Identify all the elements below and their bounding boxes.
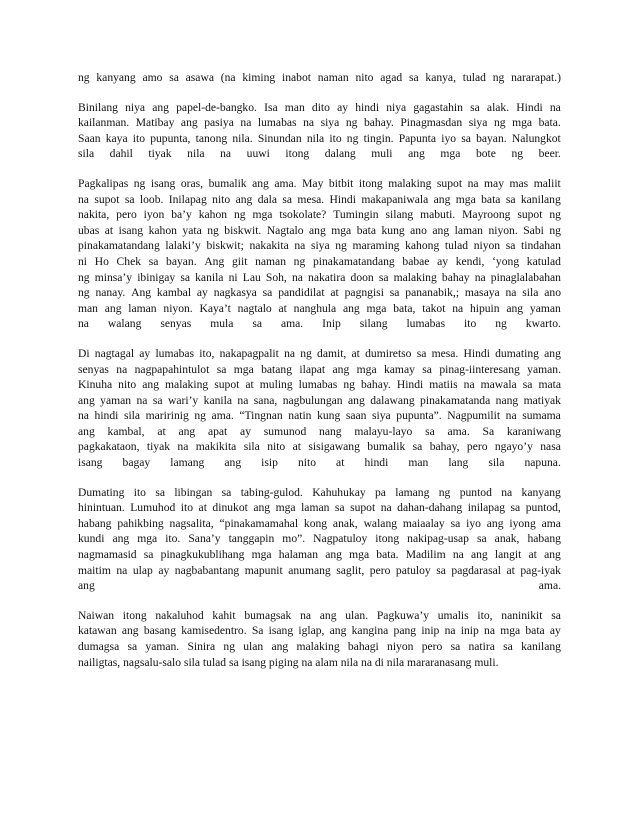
text-line: maitim na ulap ay nagbabantang mapunit anumang saglit, pero patuloy sa pagdarasal at pag-iyak [78,563,561,577]
paragraph [78,100,561,162]
text-line: nagmamasid sa pinagkukublihang mga halaman ang mga bata. Madilim na ang langit at ang [78,548,561,562]
text-line: ang yaman na sa wari’y kanila na sana, nagbulungan ang dalawang pinakamatanda nang matiyak [78,393,561,407]
text-line: pagkakataon, tiyak na makikita sila nito at sisigawang bumalik sa bahay, pero ngayo’y nasa [78,440,561,454]
text-line: dumagsa sa yaman. Sinira ng ulan ang malaking bahagi niyon pero sa natira sa kanilang [78,640,561,653]
text-line: na hindi sila maririnig ng ama. “Tingnan natin kung saan siya pupunta”. Nagpumilit na sumama [78,409,561,423]
paragraph [78,346,561,471]
paragraph [78,608,561,670]
paragraph [78,70,561,86]
text-line: Kinuha nito ang malaking supot at muling lumabas ng bahay. Hindi matiis na mawala sa mata [78,378,561,392]
text-line: senyas na nagpapahintulot sa mga batang ilapat ang mga kamay sa pinag-iinteresang yaman. [78,362,561,376]
text-line: Dumating ito sa libingan sa tabing-gulod. Kahuhukay pa lamang ng puntod na kanyang [78,485,561,499]
text-line: Binilang niya ang papel-de-bangko. Isa man dito ay hindi niya gagastahin sa alak. Hindi na [78,100,561,114]
text-line: kailanman. Matibay ang pasiya na lumabas na siya ng bahay. Pinagmasdan siya ng mga bata. [78,116,561,130]
paragraph [78,176,561,332]
text-line: katawan ang basang kamisedentro. Sa isang iglap, ang kangina pang inip na inip na mga bata ay [78,624,561,638]
text-line: hinintuan. Lumuhod ito at dinukot ang mga laman sa supot na dahan-dahang inilapag sa puntod, [78,501,561,515]
paragraph [78,485,561,594]
text-line: Saan kaya ito pupunta, tanong nila. Sinundan nila ito ng tingin. Papunta iyo sa bayan. Nalungkot [78,131,561,145]
text-line: Naiwan itong nakaluhod kahit bumagsak na ang ulan. Pagkuwa’y umalis ito, naninikit sa [78,608,561,622]
text-line: ang ama. [78,579,561,593]
text-line: na walang senyas mula sa ama. Inip silang lumabas ito ng kwarto. [78,317,561,331]
text-line: ni Ho Chek sa bayan. Ang giit naman ng pinakamatandang babae ay kendi, ‘yong katulad [78,254,561,268]
text-line: nakita, pero iyon ba’y kahon ng mga tsokolate? Tumingin silang mabuti. Mayroong supot ng [78,208,561,222]
body-text [78,70,561,684]
text-line: ubas at isang kahon yata ng biskwit. Nagtalo ang mga bata kung ano ang laman niyon. Sabi ng [78,223,561,237]
text-line: Di nagtagal ay lumabas ito, nakapagpalit na ng damit, at dumiretso sa mesa. Hindi dumating ang [78,346,561,360]
text-line: isang bagay lamang ang isip nito at hindi man lang sila napuna. [78,456,561,470]
text-line: nailigtas, nagsalu-salo sila tulad sa isang piging na alam nila na di nila mararanasang muli. [78,655,499,669]
text-line: sila dahil tiyak nila na uuwi itong dalang muli ang mga bote ng beer. [78,147,561,161]
text-line: ang kambal, at ang apat ay sumunod nang malayu-layo sa ama. Sa karaniwang [78,424,561,438]
text-line: na supot sa loob. Inilapag nito ang dala sa mesa. Hindi makapaniwala ang mga bata sa kanilang [78,192,561,206]
text-line: habang pahikbing nagsalita, “pinakamamahal kong anak, walang maiaalay sa iyo ang iyong ama [78,516,561,530]
text-line: Pagkalipas ng isang oras, bumalik ang ama. May bitbit itong malaking supot na may mas maliit [78,176,561,190]
text-line: kundi ang mga ito. Sana’y tanggapin mo”. Nagpatuloy itong nakipag-usap sa anak, habang [78,532,561,546]
text-line: pinakamatandang lalaki’y biskwit; nakakita na siya ng maraming kahong tulad niyon sa tindahan [78,239,561,253]
text-line: ng nanay. Ang kambal ay nagkasya sa pandidilat at pagngisi sa pananabik,; masaya na sila ano [78,286,561,300]
text-line: ng minsa’y ibinigay sa kanila ni Lau Soh, na nakatira doon sa malaking bahay na pinaglalabahan [78,270,561,284]
text-line: ng kanyang amo sa asawa (na kiming inabot naman nito agad sa kanya, tulad ng nararapat.) [78,71,561,84]
text-line: man ang laman niyon. Kaya’t nagtalo at nanghula ang mga bata, takot na hipuin ang yaman [78,301,561,315]
